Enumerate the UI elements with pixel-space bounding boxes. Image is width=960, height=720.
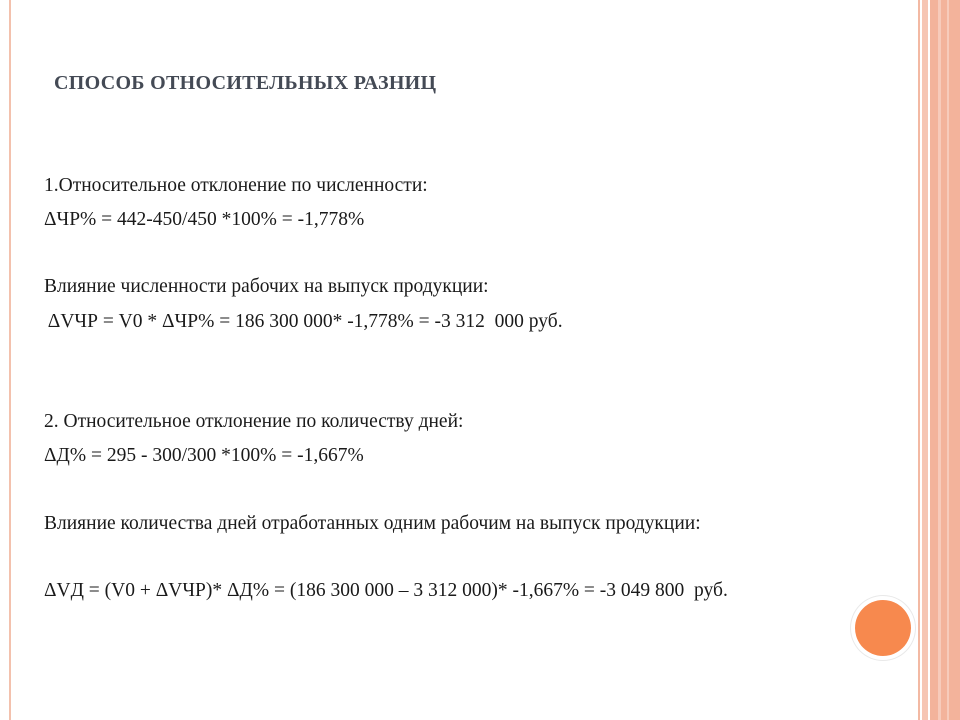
text-line: 2. Относительное отклонение по количеству дней: — [44, 411, 464, 432]
slide-title: СПОСОБ ОТНОСИТЕЛЬНЫХ РАЗНИЦ — [54, 72, 437, 94]
right-stripe — [947, 0, 949, 720]
formula-line: ΔЧР% = 442-450/450 *100% = -1,778% — [44, 209, 365, 230]
text-line: Влияние количества дней отработанных одним рабочим на выпуск продукции: — [44, 513, 701, 534]
formula-line: ΔД% = 295 - 300/300 *100% = -1,667% — [44, 445, 364, 466]
right-stripe — [930, 0, 960, 720]
formula-line: ΔVЧР = V0 * ΔЧР% = 186 300 000* -1,778% = -3 312 000 руб. — [44, 311, 563, 332]
left-frame-line — [9, 0, 11, 720]
right-stripe — [918, 0, 920, 720]
text-line: Влияние численности рабочих на выпуск продукции: — [44, 276, 489, 297]
right-stripe — [922, 0, 928, 720]
formula-line: ΔVД = (V0 + ΔVЧР)* ΔД% = (186 300 000 – 3 312 000)* -1,667% = -3 049 800 руб. — [44, 580, 728, 601]
decorative-circle — [855, 600, 911, 656]
text-line: 1.Относительное отклонение по численности: — [44, 175, 428, 196]
right-stripe — [938, 0, 941, 720]
